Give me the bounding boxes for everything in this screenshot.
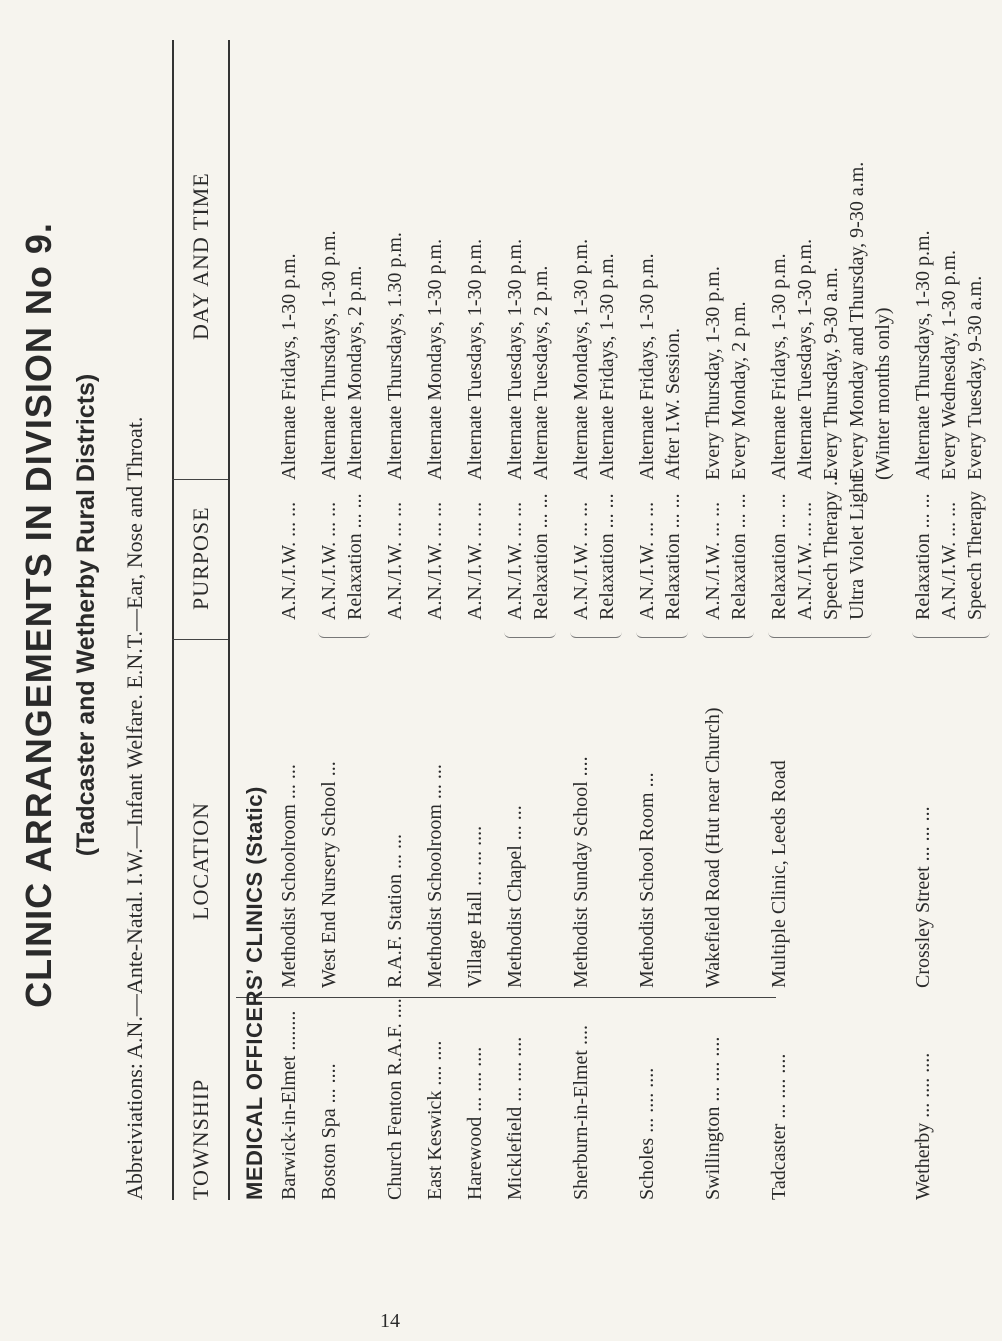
clinic-row (382, 10, 422, 1220)
brace-mark (636, 631, 688, 638)
clinic-row (276, 10, 316, 1220)
clinic-row (766, 10, 910, 1220)
township-cell: Micklefield ... .... .... (504, 1036, 526, 1200)
purpose-line: Relaxation ... ... (912, 493, 934, 620)
day-time-line: Alternate Mondays, 1-30 p.m. (424, 238, 446, 480)
purpose-line: Relaxation ... ... (344, 493, 366, 620)
day-time-line: Every Thursday, 1-30 p.m. (702, 266, 724, 480)
header-location: LOCATION (188, 802, 213, 920)
purpose-line: Speech Therapy (964, 490, 986, 620)
day-time-line: After I.W. Session. (662, 327, 684, 480)
purpose-line: A.N./I.W. ... ... (636, 501, 658, 620)
purpose-line: A.N./I.W. ... ... (938, 501, 960, 620)
abbreviations-line: Abbreiviations: A.N.—Ante-Natal. I.W.—Infant Welfare. E.N.T.—Ear, Nose and Throat. (122, 416, 147, 1200)
purpose-line: Ultra Violet Light (846, 477, 868, 620)
purpose-line: Relaxation ... ... (530, 493, 552, 620)
clinic-row (910, 10, 1002, 1220)
section-title: MEDICAL OFFICERS’ CLINICS (Static) (242, 786, 267, 1200)
header-top-rule (172, 40, 174, 1200)
day-time-cell (568, 20, 620, 480)
purpose-line: A.N./I.W. ... ... (570, 501, 592, 620)
day-time-line: Alternate Fridays, 1-30 p.m. (596, 253, 618, 480)
header-purpose: PURPOSE (188, 506, 213, 610)
day-time-line: Alternate Fridays, 1-30 p.m. (278, 253, 300, 480)
purpose-cell (502, 485, 554, 620)
location-cell: Methodist Sunday School .... (570, 756, 592, 988)
location-cell: Crossley Street ... ... ... (912, 806, 934, 988)
day-time-line: Alternate Fridays, 1-30 p.m. (636, 253, 658, 480)
day-time-line: Every Monday, 2 p.m. (728, 301, 750, 480)
day-time-line: Alternate Tuesdays, 1-30 p.m. (464, 238, 486, 480)
location-cell: Methodist Schoolroom ... ... (424, 764, 446, 988)
day-time-cell (634, 20, 686, 480)
location-cell: Multiple Clinic, Leeds Road (768, 760, 790, 988)
purpose-line: Relaxation ... ... (728, 493, 750, 620)
day-time-cell (462, 20, 488, 480)
day-time-cell (700, 20, 752, 480)
purpose-line: A.N./I.W. ... ... (424, 501, 446, 620)
column-divider-purpose (172, 479, 228, 480)
township-cell: Harewood ... .... .... (464, 1046, 486, 1200)
day-time-line: Alternate Thursdays, 1.30 p.m. (384, 232, 406, 480)
brace-mark (318, 631, 370, 638)
day-time-line: Alternate Tuesdays, 1-30 p.m. (794, 238, 816, 480)
clinic-row (568, 10, 634, 1220)
purpose-line: A.N./I.W. ... ... (794, 501, 816, 620)
day-time-line: Alternate Thursdays, 1-30 p.m. (318, 230, 340, 480)
location-cell: Methodist School Room ... (636, 772, 658, 988)
purpose-line: A.N./I.W. ... ... (504, 501, 526, 620)
clinic-row (634, 10, 700, 1220)
day-time-cell (910, 20, 988, 480)
township-cell: Scholes ... .... .... (636, 1067, 658, 1200)
township-cell: Church Fenton R.A.F. .... (384, 998, 406, 1200)
day-time-cell (382, 20, 408, 480)
purpose-line: A.N./I.W. ... ... (278, 501, 300, 620)
brace-mark (912, 631, 990, 638)
purpose-line: Relaxation ... ... (768, 493, 790, 620)
day-time-cell (766, 20, 896, 480)
clinic-table (276, 10, 1002, 1220)
purpose-cell (634, 485, 686, 620)
page-subtitle: (Tadcaster and Wetherby Rural Districts) (72, 373, 100, 857)
location-cell: R.A.F. Station ... ... (384, 834, 406, 988)
day-time-line: Alternate Mondays, 1-30 p.m. (570, 238, 592, 480)
purpose-line: Relaxation ... ... (596, 493, 618, 620)
day-time-cell (316, 20, 368, 480)
day-time-cell (502, 20, 554, 480)
day-time-line: Alternate Tuesdays, 1-30 p.m. (504, 238, 526, 480)
purpose-cell (462, 485, 488, 620)
brace-mark (768, 631, 872, 638)
rotated-page (0, 10, 986, 1220)
purpose-cell (382, 485, 408, 620)
column-divider-location (172, 639, 228, 640)
page-number: 14 (380, 1310, 400, 1332)
day-time-cell (276, 20, 302, 480)
purpose-line: Relaxation ... ... (662, 493, 684, 620)
purpose-line: A.N./I.W. ... ... (702, 501, 724, 620)
day-time-line: Every Tuesday, 9-30 a.m. (964, 275, 986, 480)
township-cell: Boston Spa ... .... (318, 1063, 340, 1200)
township-cell: Sherburn-in-Elmet .... (570, 1025, 592, 1200)
day-time-line: Alternate Thursdays, 1-30 p.m. (912, 230, 934, 480)
day-time-line: Every Thursday, 9-30 a.m. (820, 267, 842, 480)
purpose-line: A.N./I.W. ... ... (318, 501, 340, 620)
day-time-cell (422, 20, 448, 480)
clinic-row (700, 10, 766, 1220)
location-cell: Methodist Chapel ... ... (504, 805, 526, 988)
township-cell: Swillington ... .... .... (702, 1036, 724, 1200)
clinic-row (502, 10, 568, 1220)
day-time-line: Alternate Fridays, 1-30 p.m. (768, 253, 790, 480)
header-bottom-rule (228, 40, 230, 1200)
page-title: CLINIC ARRANGEMENTS IN DIVISION No 9. (18, 222, 59, 1008)
day-time-line: Every Wednesday, 1-30 p.m. (938, 250, 960, 480)
purpose-cell (422, 485, 448, 620)
clinic-row (462, 10, 502, 1220)
day-time-line: Alternate Tuesdays, 2 p.m. (530, 265, 552, 480)
clinic-row (422, 10, 462, 1220)
purpose-cell (910, 485, 988, 620)
township-cell: East Keswick .... .... (424, 1040, 446, 1200)
day-time-line: Every Monday and Thursday, 9-30 a.m. (846, 161, 868, 480)
clinic-row (316, 10, 382, 1220)
purpose-cell (276, 485, 302, 620)
township-cell: Wetherby ... .... .... (912, 1052, 934, 1200)
location-cell: Methodist Schoolroom ... ... (278, 764, 300, 988)
day-time-line: Alternate Mondays, 2 p.m. (344, 265, 366, 480)
township-cell: Barwick-in-Elmet ........ (278, 1010, 300, 1200)
brace-mark (570, 631, 622, 638)
purpose-cell (568, 485, 620, 620)
location-cell: West End Nursery School ... (318, 761, 340, 988)
purpose-line: Speech Therapy ... (820, 470, 842, 620)
brace-mark (504, 631, 556, 638)
purpose-line: A.N./I.W. ... ... (384, 501, 406, 620)
location-cell: Village Hall ... ... .... (464, 825, 486, 988)
township-cell: Tadcaster ... .... .... (768, 1053, 790, 1200)
brace-mark (702, 631, 754, 638)
purpose-line: A.N./I.W. ... ... (464, 501, 486, 620)
location-cell: Wakefield Road (Hut near Church) (702, 707, 724, 988)
header-day-and-time: DAY AND TIME (188, 172, 213, 340)
purpose-cell (316, 485, 368, 620)
day-time-line: (Winter months only) (872, 307, 894, 480)
purpose-cell (700, 485, 752, 620)
header-township: TOWNSHIP (188, 1078, 213, 1200)
purpose-cell (766, 470, 870, 620)
